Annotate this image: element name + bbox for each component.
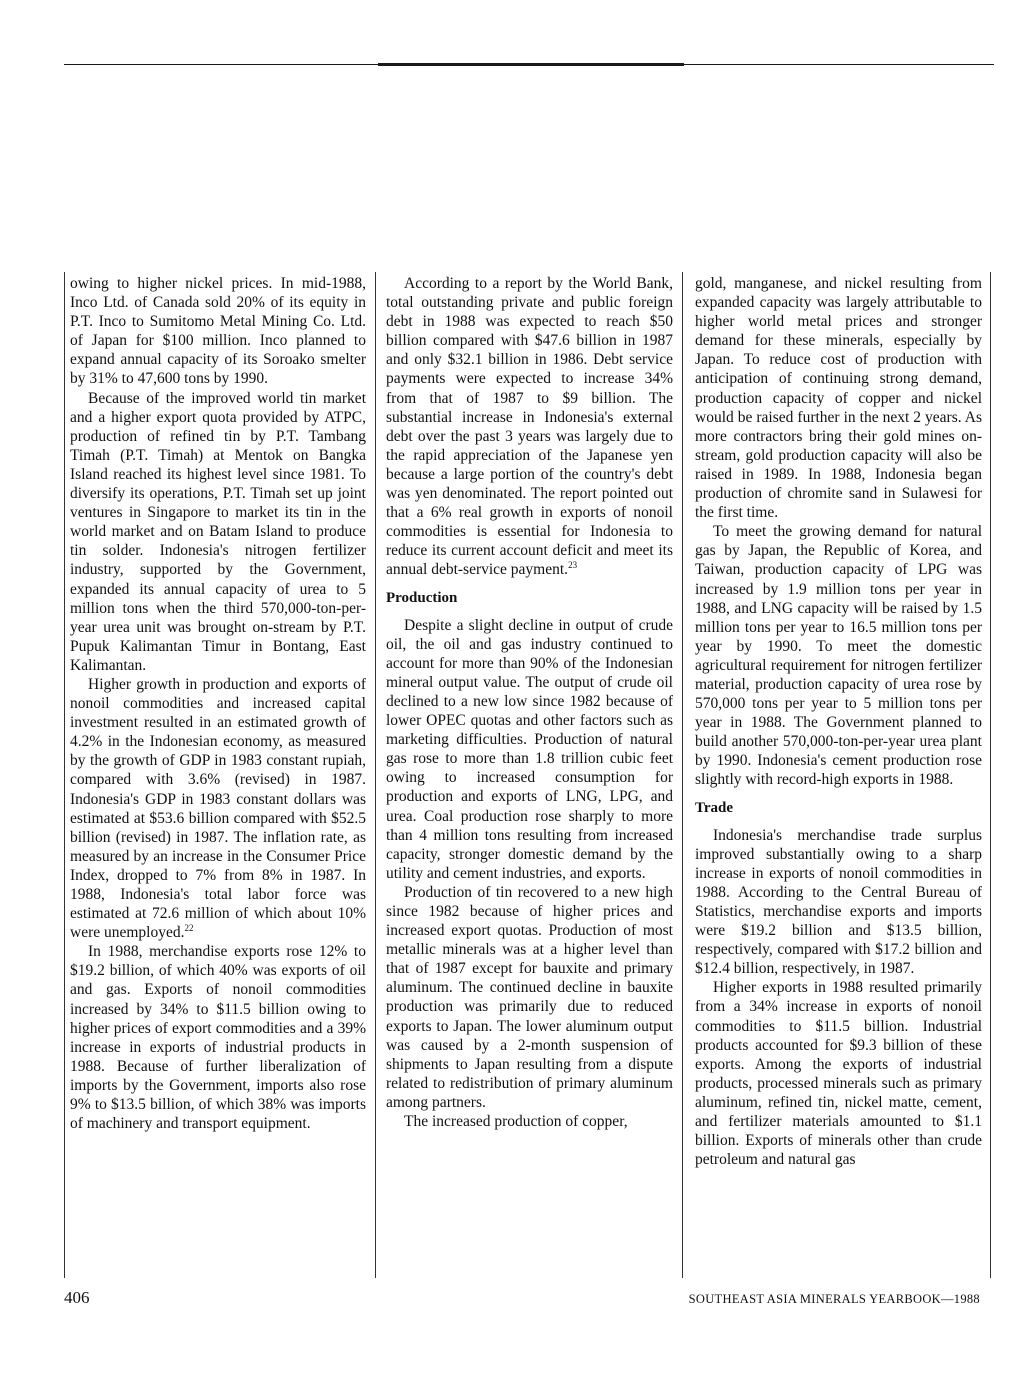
section-heading-trade: Trade: [695, 799, 734, 816]
text-column-1: [70, 274, 366, 1278]
paragraph: In 1988, merchandise exports rose 12% to $19.2 billion, of which 40% was exports of oil and gas. Exports of nonoil commodities increased by 34% to $11.5 billion owing to higher prices of export commodities and a 39% increase in exports of industrial products in 1988. Because of further liberalization of imports by the Government, imports also rose 9% to $13.5 billion, of which 38% was imports of machinery and transport equipment.: [70, 943, 366, 1133]
page-number: 406: [64, 1288, 90, 1307]
section-heading-production: Production: [386, 589, 458, 606]
text-column-3: [695, 274, 982, 1278]
text-column-2: [386, 274, 673, 1278]
header-rule-accent: [378, 63, 684, 66]
paragraph: To meet the growing demand for natural gas by Japan, the Republic of Korea, and Taiwan, production capacity of LPG was increased by 1.9 million tons per year in 1988, and LNG capacity will be raised by 1.5 million tons per year to 16.5 million tons per year by 1990. To meet the domestic agricultural requirement for nitrogen fertilizer material, production capacity of urea rose by 570,000 tons per year to 5 million tons per year in 1988. The Government planned to build another 570,000-ton-per-year urea plant by 1990. Indonesia's cement production rose slightly with record-high exports in 1988.: [695, 523, 982, 789]
column-divider: [375, 272, 376, 1278]
paragraph: The increased production of copper,: [404, 1113, 628, 1131]
footnote-ref: 22: [184, 923, 194, 934]
paragraph: Despite a slight decline in output of crude oil, the oil and gas industry continued to account for more than 90% of the Indonesian mineral output value. The output of crude oil declined to a new low since 1982 because of lower OPEC quotas and other factors such as marketing difficulties. Production of natural gas rose to more than 1.8 trillion cubic feet owing to increased consumption for production and exports of LNG, LPG, and urea. Coal production rose sharply to more than 4 million tons resulting from increased capacity, stronger domestic demand by the utility and cement industries, and exports.: [386, 616, 673, 882]
paragraph: owing to higher nickel prices. In mid-1988, Inco Ltd. of Canada sold 20% of its equity in P.T. Inco to Sumitomo Metal Mining Co. Ltd. of Japan for $100 million. Inco planned to expand annual capacity of its Soroako smelter by 31% to 47,600 tons by 1990.: [70, 275, 366, 388]
paragraph: [386, 274, 673, 580]
paragraph: Because of the improved world tin market and a higher export quota provided by ATPC, production of refined tin by P.T. Tambang Timah (P.T. Timah) at Mentok on Bangka Island reached its highest level since 1981. To diversify its operations, P.T. Timah set up joint ventures in Singapore to market its tin in the world market and on Batam Island to produce tin solder. Indonesia's nitrogen fertilizer industry, supported by the Government, expanded its annual capacity of urea to 5 million tons when the third 570,000-ton-per-year urea unit was brought on-stream by P.T. Pupuk Kalimantan Timur in Bontang, East Kalimantan.: [70, 389, 366, 674]
running-footer: SOUTHEAST ASIA MINERALS YEARBOOK—1988: [688, 1292, 980, 1306]
footnote-ref: 23: [568, 560, 578, 571]
paragraph: [70, 675, 366, 942]
paragraph-text: Higher growth in production and exports of nonoil commodities and increased capital investment resulted in an estimated growth of 4.2% in the Indonesian economy, as measured by the growth of GDP in 1983 constant rupiah, compared with 3.6% (revised) in 1987. Indonesia's GDP in 1983 constant dollars was estimated at $53.6 billion compared with $52.5 billion (revised) in 1987. The inflation rate, as measured by an increase in the Consumer Price Index, dropped to 7% from 8% in 1987. In 1988, Indonesia's total labor force was estimated at 72.6 million of which about 10% were unemployed.: [70, 675, 366, 942]
paragraph: Production of tin recovered to a new high since 1982 because of higher prices and increased export quotas. Production of most metallic minerals was at a higher level than that of 1987 except for bauxite and primary aluminum. The continued decline in bauxite production was primarily due to reduced exports to Japan. The lower aluminum output was caused by a 2-month suspension of shipments to Japan resulting from a dispute related to redistribution of primary aluminum among partners.: [386, 883, 673, 1111]
column-divider: [64, 272, 65, 1278]
paragraph: Higher exports in 1988 resulted primarily from a 34% increase in exports of nonoil commodities to $11.5 billion. Industrial products accounted for $9.3 billion of these exports. Among the exports of industrial products, processed minerals such as primary aluminum, refined tin, nickel matte, cement, and fertilizer materials amounted to $1.1 billion. Exports of minerals other than crude petroleum and natural gas: [695, 979, 982, 1169]
column-divider: [990, 272, 991, 1278]
paragraph: Indonesia's merchandise trade surplus improved substantially owing to a sharp increase in exports of nonoil commodities in 1988. According to the Central Bureau of Statistics, merchandise exports and imports were $19.2 billion and $13.5 billion, respectively, compared with $17.2 billion and $12.4 billion, respectively, in 1987.: [695, 826, 982, 978]
column-divider: [682, 272, 683, 1278]
paragraph-text: According to a report by the World Bank, total outstanding private and public foreign debt in 1988 was expected to reach $50 billion compared with $47.6 billion in 1987 and only $32.1 billion in 1986. Debt service payments were expected to increase 34% from that of 1987 to $9 billion. The substantial increase in Indonesia's external debt over the past 3 years was largely due to the rapid appreciation of the Japanese yen because a large portion of the country's debt was yen denominated. The report pointed out that a 6% real growth in exports of nonoil commodities is essential for Indonesia to reduce its current account deficit and meet its annual debt-service payment.: [386, 275, 673, 579]
paragraph: gold, manganese, and nickel resulting from expanded capacity was largely attributable to higher world metal prices and stronger demand for these minerals, especially by Japan. To reduce cost of production with anticipation of continuing strong demand, production capacity of copper and nickel would be raised further in the next 2 years. As more contractors bring their gold mines on-stream, gold production capacity will also be raised in 1989. In 1988, Indonesia began production of chromite sand in Sulawesi for the first time.: [695, 275, 982, 522]
